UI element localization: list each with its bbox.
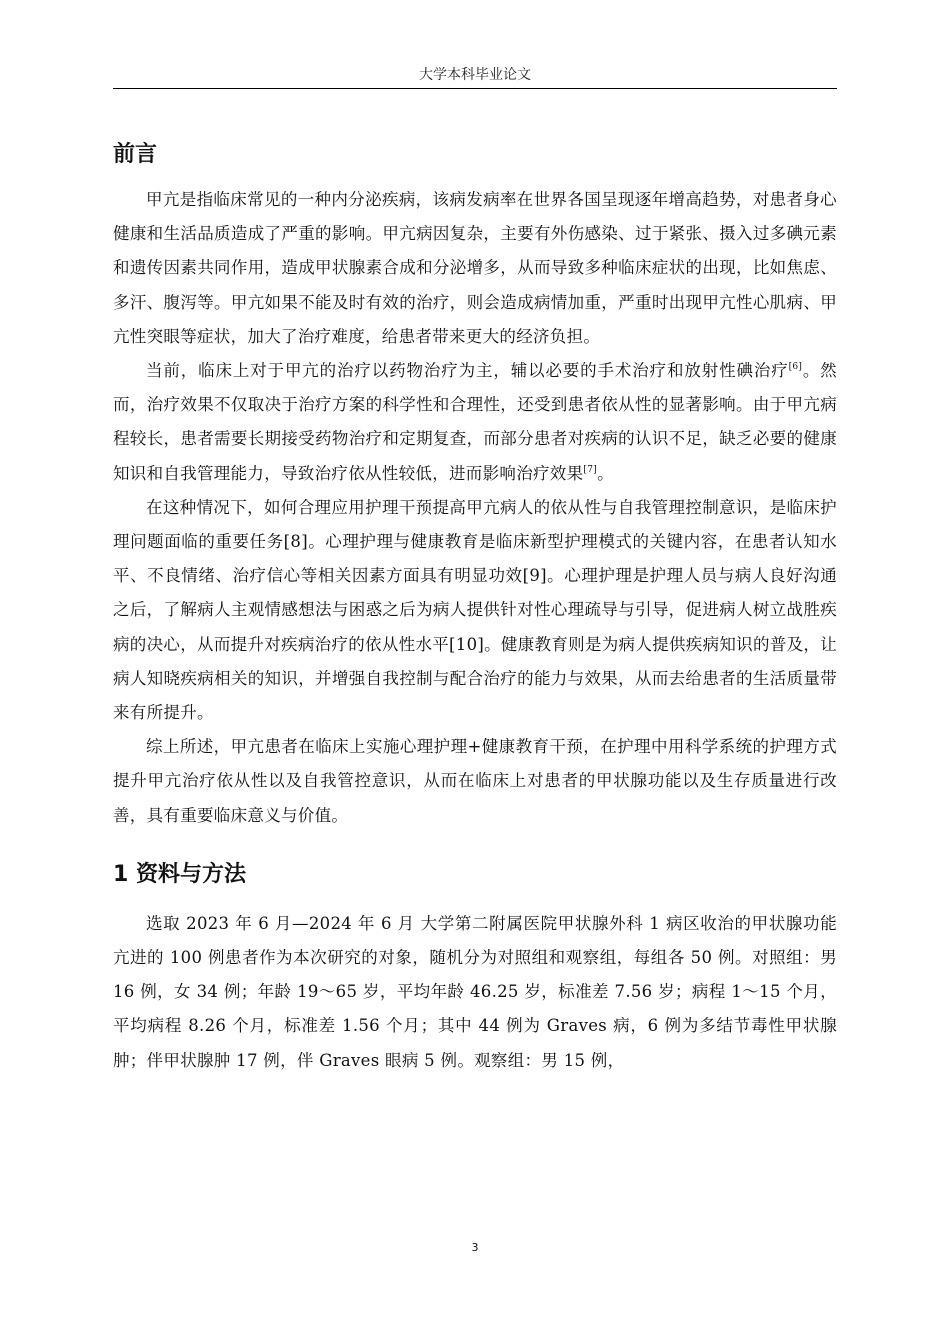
page-content bbox=[113, 135, 837, 1078]
paragraph: 甲亢是指临床常见的一种内分泌疾病，该病发病率在世界各国呈现逐年增高趋势，对患者身心健康和生活品质造成了严重的影响。甲亢病因复杂，主要有外伤感染、过于紧张、摄入过多碘元素和遗传因素共同作用，造成甲状腺素合成和分泌增多，从而导致多种临床症状的出现，比如焦虑、多汗、腹泻等。甲亢如果不能及时有效的治疗，则会造成病情加重，严重时出现甲亢性心肌病、甲亢性突眼等症状，加大了治疗难度，给患者带来更大的经济负担。 bbox=[113, 190, 837, 346]
section-heading-preface: 前言 bbox=[113, 142, 158, 167]
paragraph: 综上所述，甲亢患者在临床上实施心理护理+健康教育干预，在护理中用科学系统的护理方式提升甲亢治疗依从性以及自我管控意识，从而在临床上对患者的甲状腺功能以及生存质量进行改善，具有重要临床意义与价值。 bbox=[113, 737, 837, 825]
paragraph-text: 。然而，治疗效果不仅取决于治疗方案的科学性和合理性，还受到患者依从性的显著影响。由于甲亢病程较长，患者需要长期接受药物治疗和定期复查，而部分患者对疾病的认识不足，缺乏必要的健康知识和自我管理能力，导致治疗依从性较低，进而影响治疗效果 bbox=[113, 361, 837, 483]
section-heading-materials-methods: 1 资料与方法 bbox=[113, 861, 246, 887]
paragraph-text: 当前，临床上对于甲亢的治疗以药物治疗为主，辅以必要的手术治疗和放射性碘治疗 bbox=[146, 361, 789, 381]
paragraph: 在这种情况下，如何合理应用护理干预提高甲亢病人的依从性与自我管理控制意识，是临床护理问题面临的重要任务[8]。心理护理与健康教育是临床新型护理模式的关键内容，在患者认知水平、不良情绪、治疗信心等相关因素方面具有明显功效[9]。心理护理是护理人员与病人良好沟通之后，了解病人主观情感想法与困惑之后为病人提供针对性心理疏导与引导，促进病人树立战胜疾病的决心，从而提升对疾病治疗的依从性水平[10]。健康教育则是为病人提供疾病知识的普及，让病人知晓疾病相关的知识，并增强自我控制与配合治疗的能力与效果，从而去给患者的生活质量带来有所提升。 bbox=[113, 497, 837, 723]
page-number: 3 bbox=[471, 1241, 479, 1254]
citation-ref[interactable]: [7] bbox=[583, 464, 598, 475]
paragraph bbox=[113, 354, 837, 491]
paragraph: 选取 2023 年 6 月—2024 年 6 月 大学第二附属医院甲状腺外科 1 病区收治的甲状腺功能亢进的 100 例患者作为本次研究的对象，随机分为对照组和观察组，每组各 50 例。对照组：男 16 例，女 34 例；年龄 19～65 岁，平均年龄 46.25 岁，标准差 7.56 岁；病程 1～15 个月，平均病程 8.26 个月，标准差 1.56 个月；其中 44 例为 Graves 病，6 例为多结节毒性甲状腺肿；伴甲状腺肿 17 例，伴 Graves 眼病 5 例。观察组：男 15 例， bbox=[113, 913, 837, 1070]
citation-ref[interactable]: [6] bbox=[788, 362, 803, 373]
paragraph-text: 。 bbox=[597, 463, 614, 483]
page-header: 大学本科毕业论文 bbox=[113, 64, 837, 89]
